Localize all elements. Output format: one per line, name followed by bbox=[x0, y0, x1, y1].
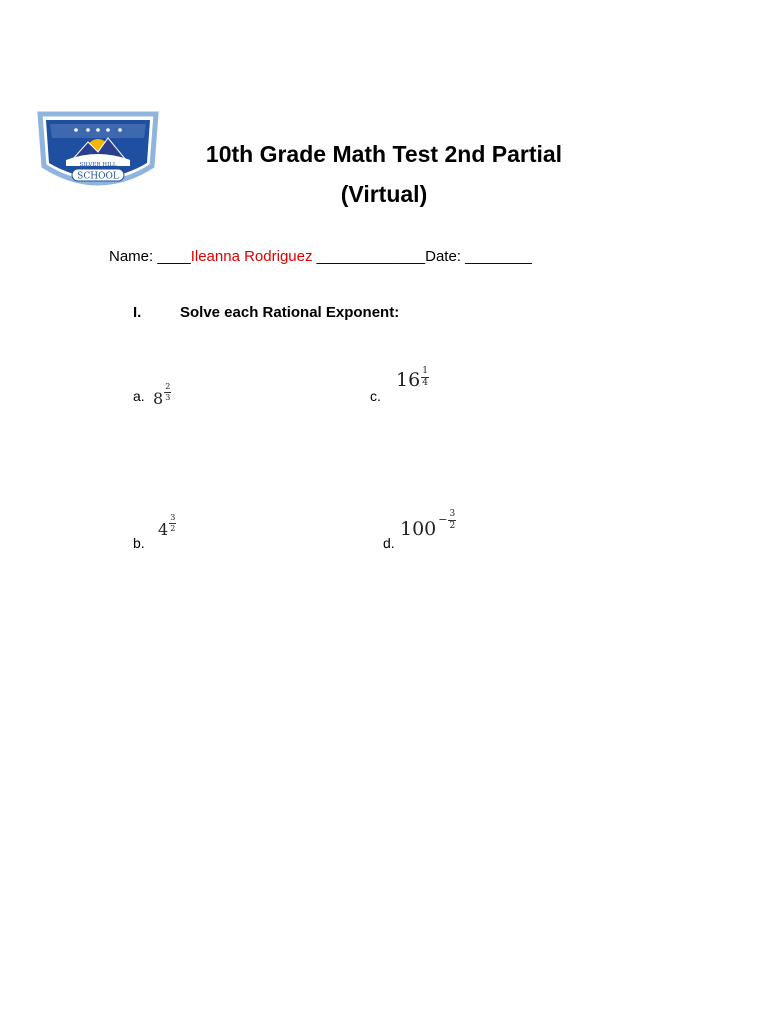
problem-b-denominator: 2 bbox=[170, 524, 176, 533]
page-title: 10th Grade Math Test 2nd Partial bbox=[205, 141, 563, 167]
page-subtitle: (Virtual) bbox=[340, 181, 428, 207]
problem-b-numerator: 3 bbox=[170, 513, 176, 522]
problem-c-exponent bbox=[421, 367, 429, 388]
problem-b-expression bbox=[158, 514, 176, 538]
section-instruction: Solve each Rational Exponent: bbox=[180, 304, 400, 321]
problem-b-label: b. bbox=[133, 535, 145, 551]
logo-text-bottom: SCHOOL bbox=[77, 171, 119, 182]
problem-d-sign: − bbox=[438, 513, 448, 526]
problem-d-numerator: 3 bbox=[449, 509, 456, 519]
name-label: Name: ____ bbox=[109, 248, 191, 265]
school-logo bbox=[36, 108, 160, 192]
problem-d-expression bbox=[400, 510, 456, 539]
problem-a-base: 8 bbox=[153, 389, 164, 408]
name-blank: _____________ bbox=[312, 248, 426, 265]
problem-a-expression bbox=[153, 383, 171, 407]
problem-c-denominator: 4 bbox=[422, 378, 428, 388]
problem-a-numerator: 2 bbox=[165, 382, 171, 391]
problem-d-label: d. bbox=[383, 535, 395, 551]
date-label: Date: ________ bbox=[425, 248, 532, 265]
school-logo-icon bbox=[36, 108, 160, 192]
problem-a-denominator: 3 bbox=[165, 393, 171, 402]
name-date-line bbox=[109, 248, 532, 265]
problem-a-exponent bbox=[164, 383, 171, 402]
problem-c-expression bbox=[396, 366, 429, 391]
problem-b-base: 4 bbox=[158, 520, 169, 539]
problem-b-exponent bbox=[169, 514, 176, 533]
problem-c-label: c. bbox=[370, 388, 381, 404]
problem-d-denominator: 2 bbox=[449, 521, 456, 531]
section-number: I. bbox=[133, 304, 142, 321]
problem-a-label: a. bbox=[133, 388, 145, 404]
problem-d-exponent bbox=[448, 510, 456, 531]
student-name: Ileanna Rodriguez bbox=[190, 248, 313, 265]
problem-d-base: 100 bbox=[400, 518, 437, 540]
problem-c-numerator: 1 bbox=[422, 366, 428, 376]
problem-c-base: 16 bbox=[396, 369, 421, 391]
logo-text-top: SILVER HILL bbox=[79, 162, 117, 168]
